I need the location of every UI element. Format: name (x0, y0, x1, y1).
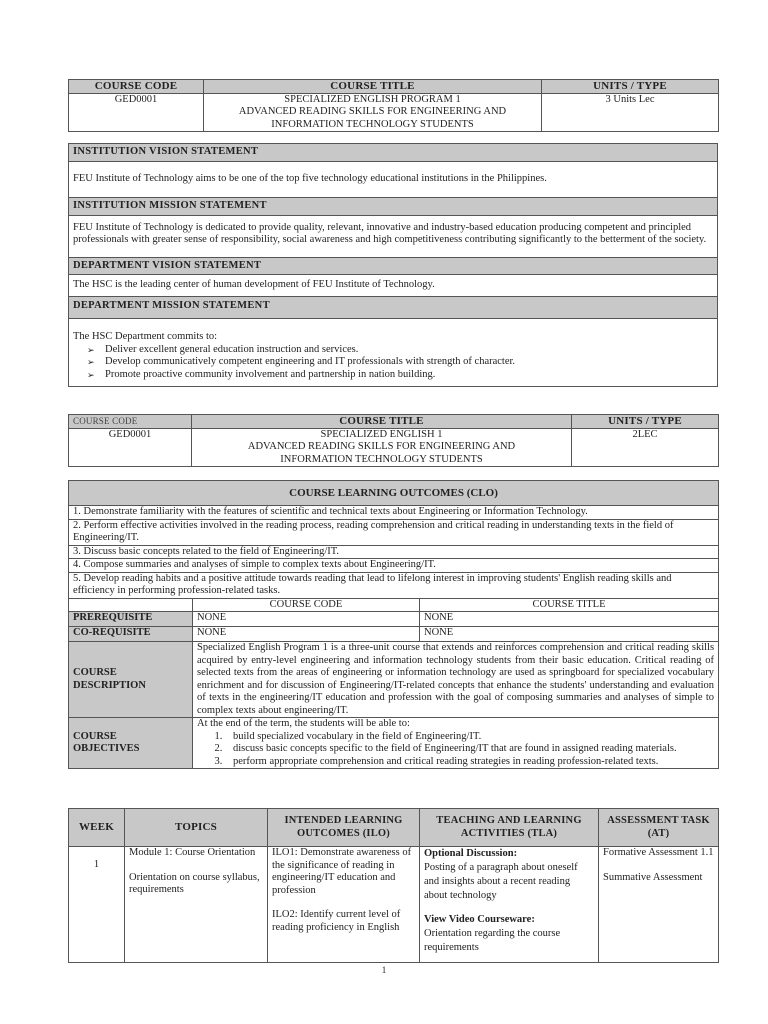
clo-item: 1. Demonstrate familiarity with the features of scientific and technical texts about Engineering or Information Technology. (69, 506, 719, 520)
department-vision-heading: DEPARTMENT VISION STATEMENT (69, 258, 717, 276)
list-item: 1. build specialized vocabulary in the field of Engineering/IT. (225, 731, 714, 744)
requisite-blank (69, 598, 193, 612)
objectives-intro: At the end of the term, the students will be able to: (197, 718, 410, 729)
course-objectives-body (193, 718, 719, 769)
statements-box (68, 143, 718, 387)
requisite-col-title: COURSE TITLE (420, 598, 719, 612)
requisite-col-code: COURSE CODE (193, 598, 420, 612)
corequisite-title: NONE (420, 627, 719, 642)
label-line: COURSE (73, 667, 117, 678)
label-line: DESCRIPTION (73, 679, 146, 691)
col-course-code (69, 415, 192, 429)
department-mission-intro: The HSC Department commits to: (73, 331, 218, 342)
course-description-label (69, 642, 193, 718)
schedule-table (68, 808, 719, 963)
course-header-table-2 (68, 414, 719, 467)
department-vision-text: The HSC is the leading center of human development of FEU Institute of Technology. (69, 275, 717, 297)
at-item: Formative Assessment 1.1 (603, 847, 714, 858)
week-number: 1 (69, 847, 125, 963)
course-objectives-label (69, 718, 193, 769)
ilo-item: ILO1: Demonstrate awareness of the significance of reading in engineering/IT education and profession (272, 847, 412, 896)
list-item: ➢ Deliver excellent general education instruction and services. (87, 344, 713, 357)
title-line: ADVANCED READING SKILLS FOR ENGINEERING AND (238, 106, 507, 117)
tla-text: Posting of a paragraph about oneself and insights about a recent reading about technology (424, 862, 578, 901)
clo-item: 3. Discuss basic concepts related to the field of Engineering/IT. (69, 545, 719, 559)
tla-text: Orientation regarding the course requirements (424, 928, 561, 953)
corequisite-code: NONE (193, 627, 420, 642)
title-line: SPECIALIZED ENGLISH 1 (320, 428, 443, 440)
ilo-item: ILO2: Identify current level of reading proficiency in English (272, 909, 401, 933)
topic-title: Module 1: Course Orientation (129, 847, 256, 858)
course-code: GED0001 (69, 93, 204, 132)
prerequisite-code: NONE (193, 612, 420, 627)
col-units-type: UNITS / TYPE (572, 415, 719, 429)
col-course-code: COURSE CODE (69, 80, 204, 94)
list-item: 3. perform appropriate comprehension and critical reading strategies in reading profession-related texts. (225, 756, 714, 769)
col-week: WEEK (69, 809, 125, 847)
institution-vision-heading: INSTITUTION VISION STATEMENT (69, 144, 717, 162)
tla-heading: View Video Courseware: (424, 914, 535, 925)
corequisite-label: CO-REQUISITE (69, 627, 193, 642)
tla-heading: Optional Discussion: (424, 848, 518, 859)
col-units-type: UNITS / TYPE (542, 80, 719, 94)
institution-mission-text: FEU Institute of Technology is dedicated to provide quality, relevant, innovative and industry-based education producing competent and principled professionals with greater sense of responsibility, social awareness and high competitiveness contributing significantly to the betterment of the society. (69, 216, 717, 258)
course-description-text: Specialized English Program 1 is a three-unit course that extends and reinforces comprehension and critical reading skills acquired by entry-level engineering and information technology students from their basic education. Critical reading of selected texts from the areas of engineering or information technology are used as springboard for specialized vocabulary enrichment and for discussion of Engineering/IT-related concepts that enhance the students' understanding and evaluation of texts in the engineering/IT education and profession with the goal of composing summaries and analyses of simple to complex texts about engineering/IT. (193, 642, 719, 718)
course-title (192, 428, 572, 467)
page-number: 1 (381, 965, 387, 975)
col-topics: TOPICS (125, 809, 268, 847)
course-details-table (68, 480, 719, 769)
list-item: ➢ Promote proactive community involvement and partnership in nation building. (87, 369, 713, 382)
course-code: GED0001 (69, 428, 192, 467)
topic-detail: Orientation on course syllabus, requirements (129, 871, 260, 895)
table-row (69, 847, 719, 963)
label-line: OBJECTIVES (73, 743, 140, 754)
tla-cell (420, 847, 599, 963)
department-mission-body (69, 319, 717, 386)
col-course-code-label: COURSE CODE (73, 416, 138, 426)
list-item: 2. discuss basic concepts specific to the field of Engineering/IT that are found in assigned reading materials. (225, 743, 714, 756)
list-item: ➢ Develop communicatively competent engineering and IT professionals with strength of character. (87, 356, 713, 369)
title-line: INFORMATION TECHNOLOGY STUDENTS (271, 118, 474, 130)
title-line: SPECIALIZED ENGLISH PROGRAM 1 (284, 93, 461, 105)
col-course-title: COURSE TITLE (192, 415, 572, 429)
title-line: ADVANCED READING SKILLS FOR ENGINEERING AND (247, 441, 516, 452)
col-course-title: COURSE TITLE (204, 80, 542, 94)
clo-item: 5. Develop reading habits and a positive attitude towards reading that lead to lifelong interest in improving students' English reading skills and efficiency in performing profession-related tasks. (69, 572, 719, 598)
prerequisite-label: PREREQUISITE (69, 612, 193, 627)
institution-vision-text: FEU Institute of Technology aims to be one of the top five technology educational institutions in the Philippines. (69, 162, 717, 199)
label-line: COURSE (73, 730, 117, 742)
col-tla: TEACHING AND LEARNING ACTIVITIES (TLA) (420, 809, 599, 847)
units-type: 2LEC (572, 428, 719, 467)
institution-mission-heading: INSTITUTION MISSION STATEMENT (69, 198, 717, 216)
topic-cell (125, 847, 268, 963)
clo-item: 4. Compose summaries and analyses of simple to complex texts about Engineering/IT. (69, 559, 719, 573)
department-mission-list (73, 344, 713, 382)
col-at: ASSESSMENT TASK (AT) (599, 809, 719, 847)
course-header-table-1 (68, 79, 719, 132)
clo-item: 2. Perform effective activities involved in the reading process, reading comprehension and critical reading in understanding texts in the field of Engineering/IT. (69, 519, 719, 545)
course-title (204, 93, 542, 132)
prerequisite-title: NONE (420, 612, 719, 627)
col-ilo: INTENDED LEARNING OUTCOMES (ILO) (268, 809, 420, 847)
title-line: INFORMATION TECHNOLOGY STUDENTS (280, 453, 483, 465)
clo-heading: COURSE LEARNING OUTCOMES (CLO) (69, 481, 719, 506)
objectives-list (197, 731, 714, 769)
ilo-cell (268, 847, 420, 963)
units-type: 3 Units Lec (542, 93, 719, 132)
at-item: Summative Assessment (603, 871, 703, 883)
at-cell (599, 847, 719, 963)
department-mission-heading: DEPARTMENT MISSION STATEMENT (69, 297, 717, 320)
